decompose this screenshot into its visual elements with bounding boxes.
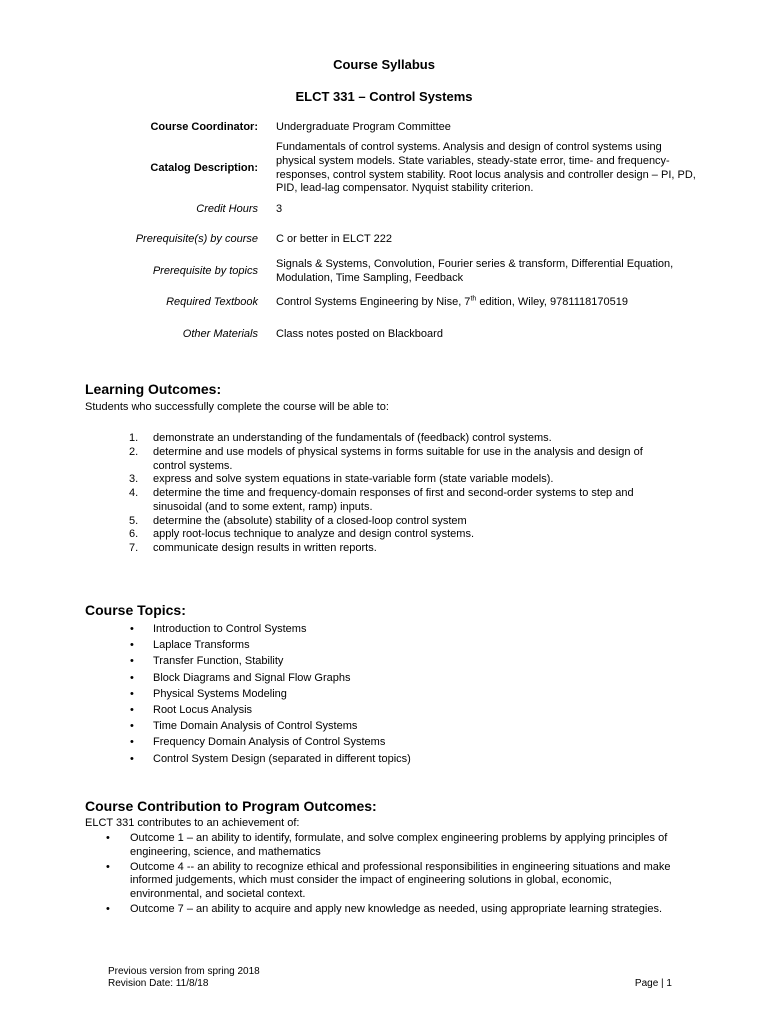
learning-outcomes-heading: Learning Outcomes: bbox=[85, 381, 222, 397]
coordinator-value: Undergraduate Program Committee bbox=[276, 121, 451, 133]
list-item: • Root Locus Analysis bbox=[130, 703, 253, 716]
coordinator-label: Course Coordinator: bbox=[150, 121, 258, 133]
list-item: • Outcome 7 – an ability to acquire and apply new knowledge as needed, using appropriate learning strategies. bbox=[106, 902, 663, 915]
footer-revision-date: Revision Date: 11/8/18 bbox=[108, 978, 209, 989]
footer-page-number: Page | 1 bbox=[634, 978, 672, 989]
prereq-topics-label: Prerequisite by topics bbox=[152, 265, 258, 277]
course-topics-list bbox=[0, 623, 411, 769]
program-outcomes-list bbox=[0, 832, 700, 918]
program-outcomes-intro: ELCT 331 contributes to an achievement of: bbox=[85, 817, 300, 829]
prereq-course-label: Prerequisite(s) by course bbox=[135, 233, 258, 245]
document-title: Course Syllabus bbox=[333, 57, 435, 72]
list-item: 7. communicate design results in written reports. bbox=[129, 542, 377, 554]
learning-outcomes-list bbox=[0, 432, 700, 556]
list-item: • Transfer Function, Stability bbox=[130, 655, 284, 668]
catalog-value: Fundamentals of control systems. Analysis and design of control systems using physical system models. State variables, steady-state error, time- and frequency-responses, control system stability. Root locus analysis and controller design – PI, PD, PID, lead-lag compensator. Nyquist stability criterion. bbox=[276, 141, 696, 195]
credit-label: Credit Hours bbox=[196, 203, 258, 215]
list-item: 3. express and solve system equations in state-variable form (state variable models). bbox=[129, 473, 554, 486]
list-item: 2. determine and use models of physical systems in forms suitable for use in the analysis and design of control systems. bbox=[129, 445, 643, 472]
catalog-label: Catalog Description: bbox=[150, 162, 258, 174]
list-item: • Outcome 4 -- an ability to recognize ethical and professional responsibilities in engineering situations and make informed judgements, which must consider the impact of engineering solutions in global, economic, environmental, and societal context. bbox=[106, 860, 671, 900]
program-outcomes-heading: Course Contribution to Program Outcomes: bbox=[85, 798, 377, 814]
list-item: 4. determine the time and frequency-domain responses of first and second-order systems to step and sinusoidal (and to some extent, ramp) inputs. bbox=[129, 487, 634, 513]
prereq-course-value: C or better in ELCT 222 bbox=[276, 233, 392, 245]
textbook-label: Required Textbook bbox=[166, 296, 258, 308]
list-item: • Block Diagrams and Signal Flow Graphs bbox=[130, 671, 351, 684]
course-topics-heading: Course Topics: bbox=[85, 602, 186, 618]
course-title: ELCT 331 – Control Systems bbox=[295, 89, 473, 104]
list-item: • Time Domain Analysis of Control Systems bbox=[130, 720, 358, 733]
list-item: • Outcome 1 – an ability to identify, formulate, and solve complex engineering problems by applying principles of engineering, science, and mathematics bbox=[106, 832, 668, 858]
learning-outcomes-intro: Students who successfully complete the course will be able to: bbox=[85, 401, 389, 413]
materials-value: Class notes posted on Blackboard bbox=[276, 328, 443, 340]
list-item: • Physical Systems Modeling bbox=[130, 687, 287, 700]
list-item: • Control System Design (separated in different topics) bbox=[130, 752, 411, 765]
textbook-value: Control Systems Engineering by Nise, 7th edition, Wiley, 9781118170519 bbox=[276, 295, 628, 308]
footer-previous-version: Previous version from spring 2018 bbox=[108, 966, 260, 977]
credit-value: 3 bbox=[276, 203, 283, 215]
list-item: 6. apply root-locus technique to analyze and design control systems. bbox=[129, 528, 475, 541]
list-item: • Laplace Transforms bbox=[130, 639, 250, 652]
prereq-topics-value: Signals & Systems, Convolution, Fourier series & transform, Differential Equation, Modulation, Time Sampling, Feedback bbox=[276, 258, 674, 284]
list-item: • Introduction to Control Systems bbox=[130, 623, 307, 635]
list-item: • Frequency Domain Analysis of Control Systems bbox=[130, 736, 386, 749]
materials-label: Other Materials bbox=[182, 328, 258, 340]
list-item: 5. determine the (absolute) stability of a closed-loop control system bbox=[129, 514, 467, 527]
list-item: 1. demonstrate an understanding of the fundamentals of (feedback) control systems. bbox=[129, 432, 552, 444]
